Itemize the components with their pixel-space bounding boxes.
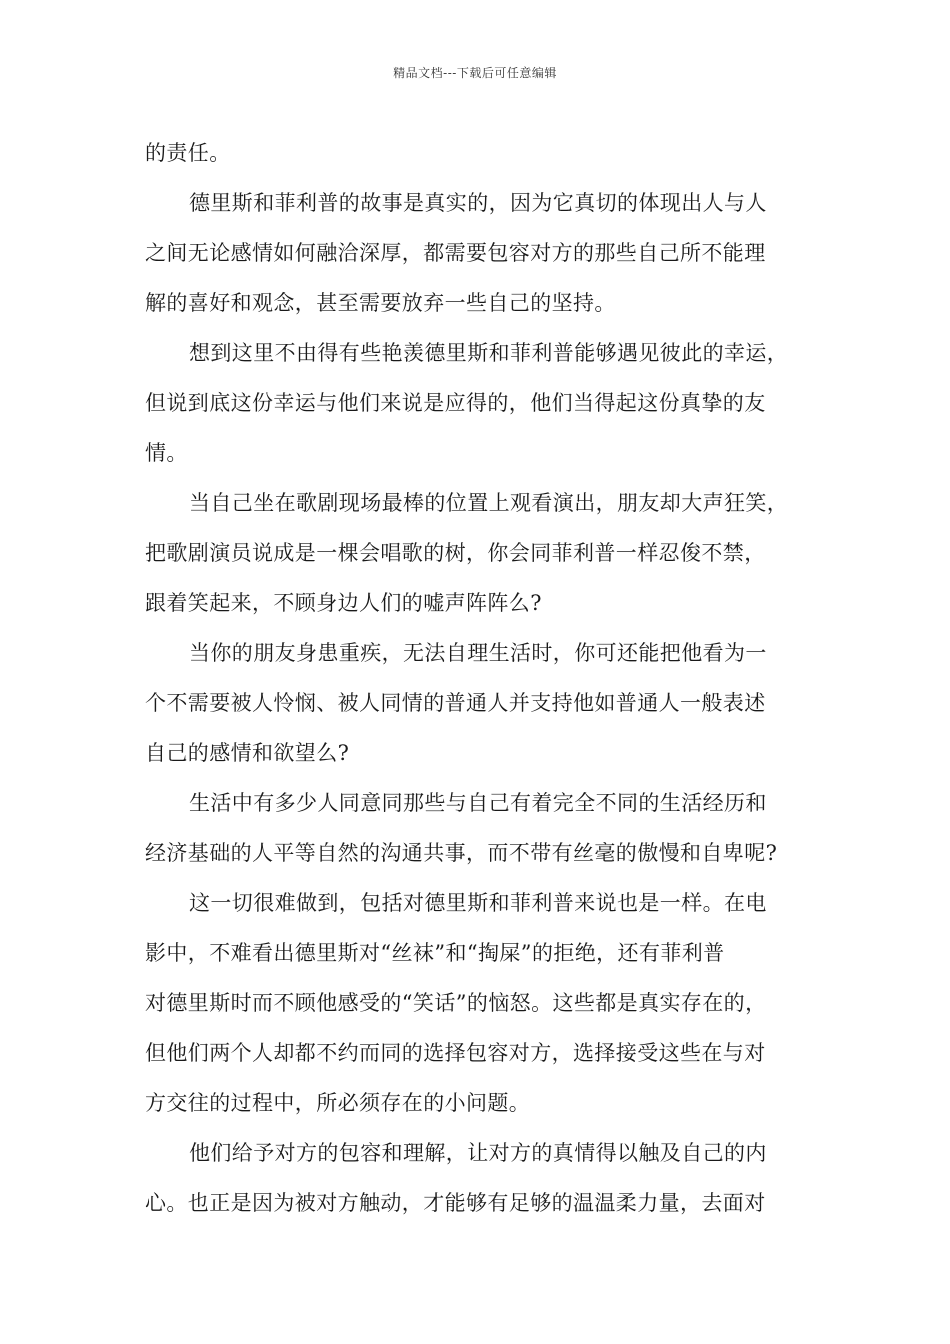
text-line: 自己的感情和欲望么? [145,741,350,765]
text-line: 之间无论感情如何融洽深厚，都需要包容对方的那些自己所不能理 [145,241,766,265]
text-line: 但说到底这份幸运与他们来说是应得的，他们当得起这份真挚的友 [145,391,766,415]
text-line: 当你的朋友身患重疾，无法自理生活时，你可还能把他看为一 [189,641,767,665]
text-line: 德里斯和菲利普的故事是真实的，因为它真切的体现出人与人 [189,191,767,215]
text-line: 想到这里不由得有些艳羡德里斯和菲利普能够遇见彼此的幸运， [189,341,789,365]
text-line: 跟着笑起来，不顾身边人们的嘘声阵阵么? [145,591,542,615]
text-line: 但他们两个人却都不约而同的选择包容对方，选择接受这些在与对 [145,1041,766,1065]
text-line: 方交往的过程中，所必须存在的小问题。 [145,1091,531,1115]
text-line: 情。 [145,441,188,465]
text-line: 经济基础的人平等自然的沟通共事，而不带有丝毫的傲慢和自卑呢? [145,841,778,865]
text-line: 个不需要被人怜悯、被人同情的普通人并支持他如普通人一般表述 [145,691,766,715]
text-line: 把歌剧演员说成是一棵会唱歌的树，你会同菲利普一样忍俊不禁， [145,541,766,565]
text-line: 影中，不难看出德里斯对“丝袜”和“掏屎”的拒绝，还有菲利普 [145,941,725,965]
text-line: 生活中有多少人同意同那些与自己有着完全不同的生活经历和 [189,791,767,815]
page-header: 精品文档---下载后可任意编辑 [393,66,557,80]
text-line: 解的喜好和观念，甚至需要放弃一些自己的坚持。 [145,291,616,315]
text-line: 他们给予对方的包容和理解，让对方的真情得以触及自己的内 [189,1141,767,1165]
text-line: 的责任。 [145,141,231,165]
text-line: 心。也正是因为被对方触动，才能够有足够的温温柔力量，去面对 [145,1191,766,1215]
text-line: 当自己坐在歌剧现场最棒的位置上观看演出，朋友却大声狂笑， [189,491,789,515]
text-line: 这一切很难做到，包括对德里斯和菲利普来说也是一样。在电 [189,891,767,915]
text-line: 对德里斯时而不顾他感受的“笑话”的恼怒。这些都是真实存在的， [145,991,767,1015]
document-body [145,128,810,1228]
